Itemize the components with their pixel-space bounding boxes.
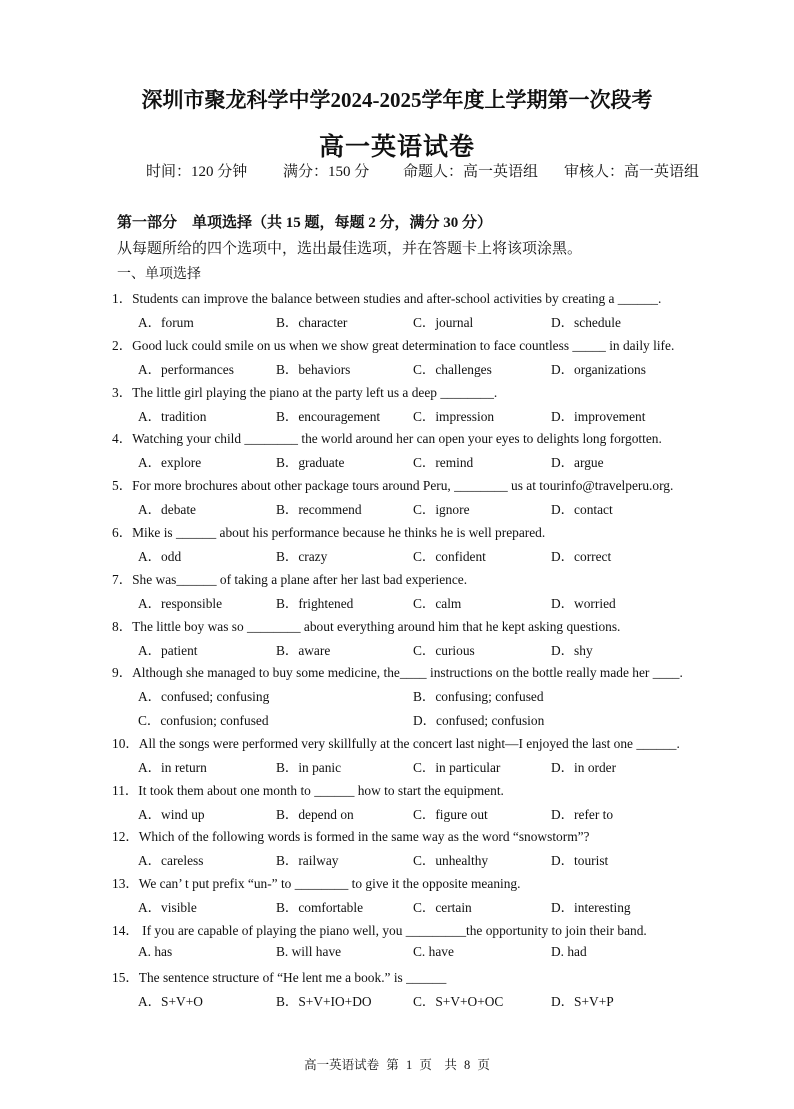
question-option: C．confident [413,549,486,564]
question-option: C．figure out [413,806,488,822]
question-number: 10． [112,735,139,751]
question-option: D．correct [551,549,612,564]
question-text: Mike is ______ about his performance because he thinks he is well prepared. [132,525,546,540]
question-stem [112,569,467,588]
question-option: A．forum [138,315,194,330]
question-number: 12． [112,829,139,845]
section-subheading: 一、单项选择 [117,267,201,282]
question-option: A．visible [138,900,197,916]
question-option: A. has [138,943,173,959]
question-option: D．shy [551,642,593,658]
question-option: B．graduate [276,455,345,471]
question-number: 6． [112,525,133,540]
question-number: 3． [112,384,133,400]
question-option: B．character [276,315,348,330]
question-text: The little girl playing the piano at the party left us a deep ________. [132,384,498,400]
question-stem [112,873,520,892]
question-option: D．worried [551,595,616,611]
question-text: The sentence structure of “He lent me a book.” is ______ [138,969,447,985]
question-option: D．improvement [551,408,646,424]
question-option: D．schedule [551,315,621,330]
question-option: D．S+V+P [551,993,614,1009]
question-text: The little boy was so ________ about everything around him that he kept asking questions. [132,618,621,634]
question-option: D．in order [551,759,617,775]
question-stem [112,733,680,752]
question-option: B．frightened [276,595,354,611]
exam-time: 时间：120 分钟 [146,164,248,180]
question-number: 1． [112,291,133,306]
question-option: B．in panic [276,759,342,775]
question-option: C．ignore [413,502,470,518]
question-option: D. had [551,943,587,959]
question-option: B．S+V+IO+DO [276,993,372,1009]
question-option: B．aware [276,642,331,658]
question-option: A．in return [138,759,207,775]
question-option: C．curious [413,642,475,658]
question-option: B．confusing; confused [413,689,544,705]
footer-page-prefix: 第 [386,1058,399,1072]
question-number: 14． [112,922,139,938]
question-option: B. will have [276,943,342,959]
exam-subtitle: 高一英语试卷 [318,134,475,161]
exam-title: 深圳市聚龙科学中学2024-2025学年度上学期第一次段考 [141,88,653,112]
exam-author: 命题人：高一英语组 [403,164,539,180]
question-stem [112,616,620,635]
question-number: 2． [112,337,133,353]
question-option: C．impression [413,408,495,424]
question-option: B．recommend [276,502,362,518]
question-option: A．careless [138,853,204,869]
question-option: A．debate [138,502,197,518]
question-text: Which of the following words is formed in the same way as the word “snowstorm”? [138,829,590,845]
question-stem [112,967,446,986]
question-stem [112,920,647,939]
question-option: C．in particular [413,759,501,775]
question-option: B．comfortable [276,900,364,916]
footer-page-mid: 页 共 [419,1058,457,1072]
question-option: A．S+V+O [138,993,203,1009]
question-option: B．depend on [276,806,354,822]
question-option: A．performances [138,361,234,377]
question-option: D．refer to [551,806,614,822]
question-option: C．challenges [413,361,492,377]
page-footer [0,1055,794,1073]
question-option: A．patient [138,642,198,658]
question-option: A．responsible [138,595,223,611]
question-option: D．confused; confusion [413,712,545,728]
question-number: 9． [112,665,133,681]
question-number: 13． [112,876,139,892]
question-stem [112,335,674,354]
question-number: 4． [112,431,133,447]
question-option: C．calm [413,595,462,611]
question-option: D．argue [551,455,604,471]
section-instruction: 从每题所给的四个选项中，选出最佳选项，并在答题卡上将该项涂黑。 [117,241,583,257]
question-option: C．S+V+O+OC [413,993,504,1009]
question-text: Watching your child ________ the world around her can open your eyes to delights long forgotten. [132,431,662,447]
question-stem [112,826,590,845]
question-option: A．tradition [138,408,207,424]
question-number: 8． [112,618,133,634]
question-option: A．wind up [138,806,205,822]
question-option: C. have [413,943,454,959]
question-text: All the songs were performed very skillfully at the concert last night—I enjoyed the last one ______. [138,735,680,751]
question-text: Students can improve the balance between studies and after-school activities by creating a ______. [132,291,662,306]
question-number: 5． [112,478,133,494]
question-number: 11． [112,782,139,798]
question-text: Although she managed to buy some medicine, the____ instructions on the bottle really made her ____. [132,665,683,681]
question-stem [112,522,545,541]
question-stem [112,780,504,799]
question-option: C．certain [413,900,472,916]
question-option: B．encouragement [276,408,381,424]
question-option: A．explore [138,455,202,471]
question-option: A．odd [138,549,182,564]
question-option: C．journal [413,315,474,330]
question-option: D．organizations [551,361,646,377]
question-option: B．railway [276,853,339,869]
question-stem [112,288,661,307]
question-text: Good luck could smile on us when we show great determination to face countless _____ in daily life. [132,337,675,353]
section-heading: 第一部分 单项选择（共 15 题，每题 2 分，满分 30 分） [117,215,493,231]
footer-page-current: 1 [405,1058,413,1072]
question-stem [112,662,683,681]
footer-subject: 高一英语试卷 [304,1058,380,1072]
question-stem [112,475,673,494]
question-number: 15． [112,969,139,985]
question-text: She was______ of taking a plane after her last bad experience. [132,571,468,587]
question-option: C．confusion; confused [138,712,269,728]
question-number: 7． [112,571,133,587]
question-text: For more brochures about other package tours around Peru, ________ us at tourinfo@travelperu.org. [132,478,674,494]
question-option: D．contact [551,502,613,518]
question-option: A．confused; confusing [138,689,270,705]
question-stem [112,428,662,447]
question-option: C．remind [413,455,474,471]
footer-page-total: 8 [463,1058,471,1072]
question-option: B．crazy [276,549,328,564]
question-text: We can’ t put prefix “un-” to ________ to give it the opposite meaning. [138,876,521,892]
footer-page-suffix: 页 [477,1058,490,1072]
question-text: It took them about one month to ______ how to start the equipment. [138,782,504,798]
question-option: D．tourist [551,853,609,869]
exam-score: 满分：150 分 [283,164,370,180]
question-text: If you are capable of playing the piano well, you _________the opportunity to join their band. [138,922,647,938]
question-stem [112,382,497,401]
question-option: B．behaviors [276,361,351,377]
exam-reviewer: 审核人：高一英语组 [564,164,700,180]
question-option: C．unhealthy [413,853,489,869]
question-option: D．interesting [551,900,631,916]
